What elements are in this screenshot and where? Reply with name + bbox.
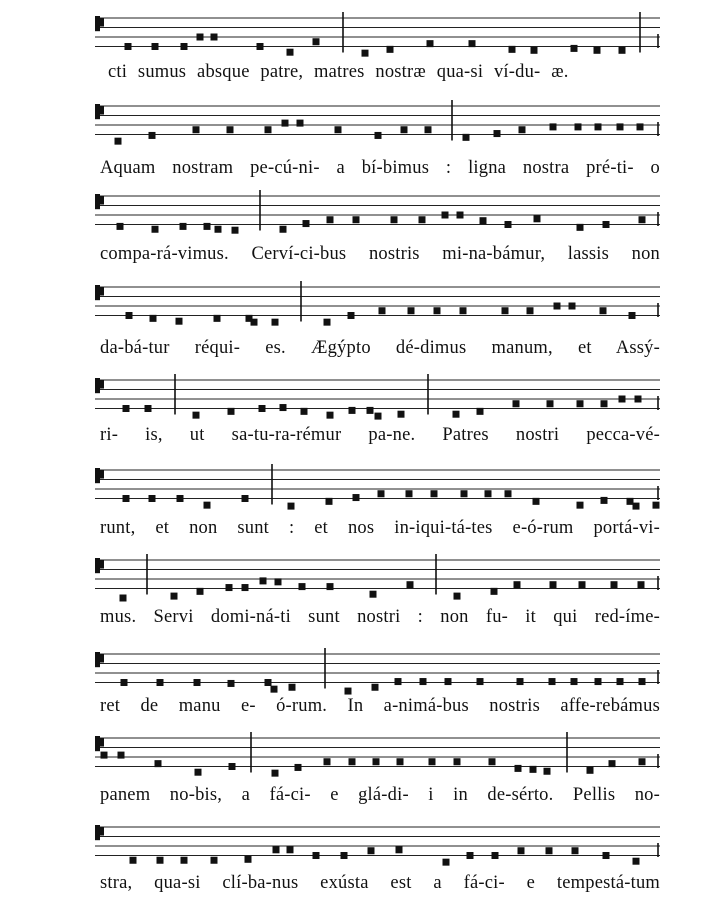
neume-note bbox=[519, 126, 526, 133]
neume-note bbox=[407, 581, 414, 588]
neume-note bbox=[460, 307, 467, 314]
clef-c-icon bbox=[100, 738, 104, 747]
neume-note bbox=[601, 400, 608, 407]
neume-note bbox=[115, 138, 122, 145]
neume-note bbox=[579, 581, 586, 588]
neume-note bbox=[434, 307, 441, 314]
neume-note bbox=[517, 678, 524, 685]
neume-note bbox=[549, 678, 556, 685]
neume-note bbox=[181, 43, 188, 50]
neume-note bbox=[431, 490, 438, 497]
neume-note bbox=[299, 583, 306, 590]
neume-note bbox=[633, 503, 640, 510]
neume-note bbox=[121, 679, 128, 686]
neume-note bbox=[477, 678, 484, 685]
neume-note bbox=[489, 758, 496, 765]
clef-c-icon bbox=[100, 196, 104, 205]
neume-note bbox=[214, 315, 221, 322]
neume-note bbox=[303, 220, 310, 227]
clef-c-icon bbox=[95, 468, 100, 483]
neume-note bbox=[454, 758, 461, 765]
neume-note bbox=[313, 38, 320, 45]
neume-note bbox=[544, 768, 551, 775]
neume-note bbox=[204, 502, 211, 509]
neume-note bbox=[197, 34, 204, 41]
neume-note bbox=[629, 312, 636, 319]
neume-note bbox=[600, 307, 607, 314]
clef-c-icon bbox=[95, 652, 100, 667]
neume-note bbox=[242, 495, 249, 502]
neume-note bbox=[515, 765, 522, 772]
neume-note bbox=[271, 686, 278, 693]
neume-note bbox=[101, 752, 108, 759]
lyric-line-3: compa-rá-vimus. Cerví-ci-bus nostris mi-na-bámur, lassis non bbox=[100, 244, 660, 264]
neume-note bbox=[349, 758, 356, 765]
neume-note bbox=[193, 412, 200, 419]
neume-note bbox=[461, 490, 468, 497]
neume-note bbox=[485, 490, 492, 497]
neume-note bbox=[509, 46, 516, 53]
lyric-line-7: mus. Servi domi-ná-ti sunt nostri : non fu- it qui red-íme- bbox=[100, 607, 660, 627]
neume-note bbox=[619, 47, 626, 54]
neume-note bbox=[126, 312, 133, 319]
neume-note bbox=[494, 130, 501, 137]
neume-note bbox=[480, 217, 487, 224]
clef-c-icon bbox=[100, 470, 104, 479]
neume-note bbox=[265, 126, 272, 133]
neume-note bbox=[345, 688, 352, 695]
neume-note bbox=[157, 857, 164, 864]
neume-note bbox=[398, 411, 405, 418]
neume-note bbox=[609, 760, 616, 767]
lyric-line-2: Aquam nostram pe-cú-ni- a bí-bimus : ligna nostra pré-ti- o bbox=[100, 158, 660, 178]
lyric-line-8: ret de manu e- ó-rum. In a-nimá-bus nostris affe-rebámus bbox=[100, 696, 660, 716]
neume-note bbox=[259, 405, 266, 412]
neume-note bbox=[228, 408, 235, 415]
neume-note bbox=[349, 407, 356, 414]
neume-note bbox=[194, 679, 201, 686]
neume-note bbox=[547, 400, 554, 407]
neume-note bbox=[353, 216, 360, 223]
neume-note bbox=[295, 764, 302, 771]
neume-note bbox=[280, 404, 287, 411]
neume-note bbox=[265, 679, 272, 686]
neume-note bbox=[391, 216, 398, 223]
neume-note bbox=[204, 223, 211, 230]
neume-note bbox=[242, 584, 249, 591]
neume-note bbox=[492, 852, 499, 859]
neume-note bbox=[326, 498, 333, 505]
neume-note bbox=[505, 221, 512, 228]
neume-note bbox=[370, 591, 377, 598]
neume-note bbox=[406, 490, 413, 497]
neume-note bbox=[427, 40, 434, 47]
clef-c-icon bbox=[100, 560, 104, 569]
neume-note bbox=[587, 767, 594, 774]
neume-note bbox=[502, 307, 509, 314]
neume-note bbox=[518, 847, 525, 854]
neume-note bbox=[341, 852, 348, 859]
neume-note bbox=[594, 47, 601, 54]
neume-note bbox=[287, 846, 294, 853]
clef-c-icon bbox=[100, 106, 104, 115]
neume-note bbox=[443, 859, 450, 866]
neume-note bbox=[633, 858, 640, 865]
clef-c-icon bbox=[100, 380, 104, 389]
neume-note bbox=[324, 319, 331, 326]
neume-note bbox=[425, 126, 432, 133]
neume-note bbox=[463, 134, 470, 141]
neume-note bbox=[297, 120, 304, 127]
neume-note bbox=[123, 495, 130, 502]
clef-c-icon bbox=[95, 16, 100, 31]
neume-note bbox=[272, 770, 279, 777]
neume-note bbox=[639, 758, 646, 765]
neume-note bbox=[372, 684, 379, 691]
neume-note bbox=[637, 123, 644, 130]
neume-note bbox=[181, 857, 188, 864]
neume-note bbox=[408, 307, 415, 314]
neume-note bbox=[395, 678, 402, 685]
neume-note bbox=[288, 503, 295, 510]
neume-note bbox=[120, 595, 127, 602]
neume-note bbox=[282, 120, 289, 127]
clef-c-icon bbox=[95, 104, 100, 119]
neume-note bbox=[327, 412, 334, 419]
lyric-line-6: runt, et non sunt : et nos in-iqui-tá-tes e-ó-rum portá-vi- bbox=[100, 518, 660, 538]
neume-note bbox=[419, 216, 426, 223]
neume-note bbox=[228, 680, 235, 687]
neume-note bbox=[527, 307, 534, 314]
neume-note bbox=[469, 40, 476, 47]
neume-note bbox=[375, 413, 382, 420]
neume-note bbox=[313, 852, 320, 859]
neume-note bbox=[289, 684, 296, 691]
lyric-line-4: da-bá-tur réqui- es. Ægýpto dé-dimus manum, et Assý- bbox=[100, 338, 660, 358]
clef-c-icon bbox=[100, 654, 104, 663]
neume-note bbox=[595, 678, 602, 685]
clef-c-icon bbox=[95, 736, 100, 751]
neume-note bbox=[260, 577, 267, 584]
neume-note bbox=[611, 581, 618, 588]
neume-note bbox=[617, 678, 624, 685]
lyric-line-10: stra, qua-si clí-ba-nus exústa est a fá-ci- e tempestá-tum bbox=[100, 873, 660, 893]
neume-note bbox=[595, 123, 602, 130]
neume-note bbox=[514, 581, 521, 588]
neume-note bbox=[327, 216, 334, 223]
neume-note bbox=[257, 43, 264, 50]
neume-note bbox=[550, 581, 557, 588]
neume-note bbox=[577, 400, 584, 407]
neume-note bbox=[396, 846, 403, 853]
lyric-line-9: panem no-bis, a fá-ci- e glá-di- i in de-sérto. Pellis no- bbox=[100, 785, 660, 805]
neume-note bbox=[533, 498, 540, 505]
neume-note bbox=[505, 490, 512, 497]
neume-note bbox=[571, 45, 578, 52]
neume-note bbox=[653, 502, 660, 509]
neume-note bbox=[627, 498, 634, 505]
neume-note bbox=[401, 126, 408, 133]
neume-note bbox=[245, 856, 252, 863]
neume-note bbox=[639, 678, 646, 685]
neume-note bbox=[601, 497, 608, 504]
neume-note bbox=[149, 132, 156, 139]
neume-note bbox=[454, 593, 461, 600]
neume-note bbox=[550, 123, 557, 130]
neume-note bbox=[152, 43, 159, 50]
neume-note bbox=[180, 223, 187, 230]
neume-note bbox=[123, 405, 130, 412]
neume-note bbox=[272, 319, 279, 326]
neume-note bbox=[457, 212, 464, 219]
neume-note bbox=[378, 490, 385, 497]
neume-note bbox=[442, 212, 449, 219]
neume-note bbox=[379, 307, 386, 314]
neume-note bbox=[477, 408, 484, 415]
neume-note bbox=[251, 319, 258, 326]
neume-note bbox=[575, 123, 582, 130]
clef-c-icon bbox=[95, 558, 100, 573]
neume-note bbox=[513, 400, 520, 407]
neume-note bbox=[229, 763, 236, 770]
neume-note bbox=[215, 226, 222, 233]
neume-note bbox=[546, 847, 553, 854]
neume-note bbox=[227, 126, 234, 133]
neume-note bbox=[603, 221, 610, 228]
neume-note bbox=[445, 678, 452, 685]
neume-note bbox=[577, 224, 584, 231]
neume-note bbox=[619, 396, 626, 403]
neume-note bbox=[118, 752, 125, 759]
neume-note bbox=[534, 215, 541, 222]
neume-note bbox=[280, 226, 287, 233]
neume-note bbox=[155, 760, 162, 767]
neume-note bbox=[635, 396, 642, 403]
neume-note bbox=[603, 852, 610, 859]
neume-note bbox=[211, 857, 218, 864]
neume-note bbox=[193, 126, 200, 133]
neume-note bbox=[348, 312, 355, 319]
neume-note bbox=[617, 123, 624, 130]
neume-note bbox=[375, 132, 382, 139]
neume-note bbox=[531, 47, 538, 54]
neume-note bbox=[397, 758, 404, 765]
neume-note bbox=[327, 583, 334, 590]
neume-note bbox=[639, 216, 646, 223]
neume-note bbox=[554, 303, 561, 310]
neume-note bbox=[571, 678, 578, 685]
neume-note bbox=[125, 43, 132, 50]
lyric-line-5: ri- is, ut sa-tu-ra-rémur pa-ne. Patres nostri pecca-vé- bbox=[100, 425, 660, 445]
neume-note bbox=[353, 494, 360, 501]
neume-note bbox=[429, 758, 436, 765]
neume-note bbox=[176, 318, 183, 325]
neume-note bbox=[491, 588, 498, 595]
neume-note bbox=[467, 852, 474, 859]
neume-note bbox=[232, 227, 239, 234]
lyric-line-1: cti sumus absque patre, matres nostræ qua-si ví-du- æ. bbox=[108, 62, 569, 82]
clef-c-icon bbox=[100, 18, 104, 27]
neume-note bbox=[150, 315, 157, 322]
clef-c-icon bbox=[100, 827, 104, 836]
neume-note bbox=[117, 223, 124, 230]
neume-note bbox=[177, 495, 184, 502]
clef-c-icon bbox=[95, 194, 100, 209]
neume-note bbox=[572, 847, 579, 854]
neume-note bbox=[638, 581, 645, 588]
neume-note bbox=[197, 588, 204, 595]
neume-note bbox=[211, 34, 218, 41]
neume-note bbox=[226, 584, 233, 591]
clef-c-icon bbox=[95, 825, 100, 840]
neume-note bbox=[387, 46, 394, 53]
neume-note bbox=[195, 769, 202, 776]
neume-note bbox=[367, 407, 374, 414]
neume-note bbox=[145, 405, 152, 412]
clef-c-icon bbox=[95, 285, 100, 300]
neume-note bbox=[577, 502, 584, 509]
neume-note bbox=[368, 847, 375, 854]
neume-note bbox=[453, 411, 460, 418]
neume-note bbox=[130, 857, 137, 864]
neume-note bbox=[530, 766, 537, 773]
neume-note bbox=[301, 408, 308, 415]
neume-note bbox=[569, 303, 576, 310]
neume-note bbox=[362, 50, 369, 57]
neume-note bbox=[273, 846, 280, 853]
neume-note bbox=[152, 226, 159, 233]
neume-note bbox=[171, 593, 178, 600]
neume-note bbox=[420, 678, 427, 685]
neume-note bbox=[324, 758, 331, 765]
neume-note bbox=[287, 49, 294, 56]
clef-c-icon bbox=[100, 287, 104, 296]
neume-note bbox=[149, 495, 156, 502]
neume-note bbox=[157, 679, 164, 686]
neume-note bbox=[373, 758, 380, 765]
neume-note bbox=[335, 126, 342, 133]
neume-note bbox=[275, 578, 282, 585]
clef-c-icon bbox=[95, 378, 100, 393]
